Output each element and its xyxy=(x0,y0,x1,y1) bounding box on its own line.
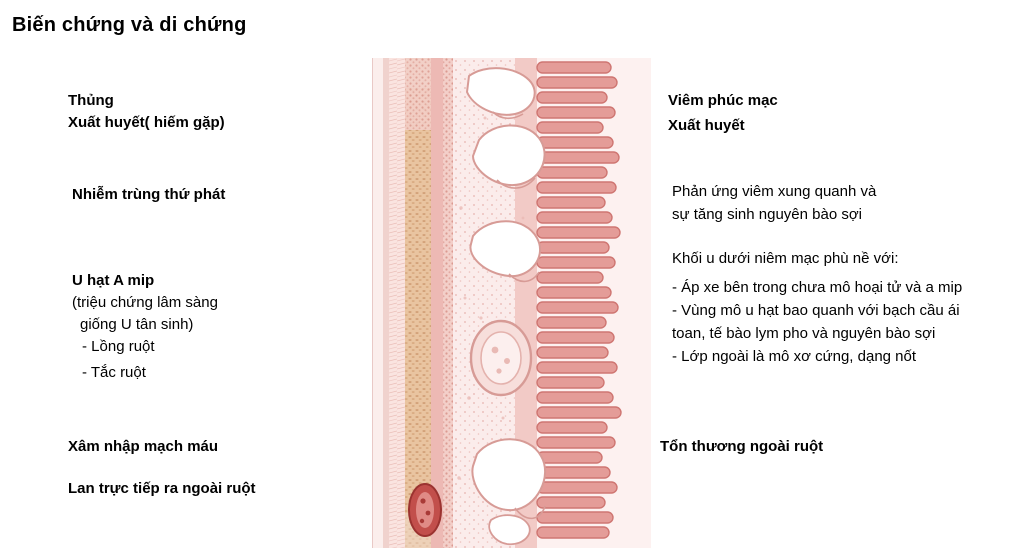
left-item-clinical-symptoms-line2: giống U tân sinh) xyxy=(80,316,194,333)
left-item-perforation: Thủng xyxy=(68,92,114,109)
left-item-vascular-invasion: Xâm nhập mạch máu xyxy=(68,438,219,455)
right-item-peritonitis: Viêm phúc mạc xyxy=(668,92,778,109)
right-item-granulation-tissue-line1: - Vùng mô u hạt bao quanh với bạch cầu ái xyxy=(672,302,960,319)
left-item-amoeboma: U hạt A mip xyxy=(72,272,155,289)
right-item-outer-fibrous-layer: - Lớp ngoài là mô xơ cứng, dạng nốt xyxy=(672,348,917,365)
right-item-abscess: - Áp xe bên trong chưa mô hoại tử và a mip xyxy=(672,279,963,296)
right-item-inflammatory-reaction-line1: Phản ứng viêm xung quanh và xyxy=(672,183,877,200)
left-item-obstruction: - Tắc ruột xyxy=(82,364,146,381)
right-item-inflammatory-reaction-line2: sự tăng sinh nguyên bào sợi xyxy=(672,206,862,223)
right-item-extraintestinal-lesions: Tổn thương ngoài ruột xyxy=(660,438,824,455)
right-item-granulation-tissue-line2: toan, tế bào lym pho và nguyên bào sợi xyxy=(672,325,936,342)
right-item-submucosal-mass: Khối u dưới niêm mạc phù nề với: xyxy=(672,250,899,267)
page-title: Biến chứng và di chứng xyxy=(12,14,247,36)
left-item-direct-spread: Lan trực tiếp ra ngoài ruột xyxy=(68,480,256,497)
right-item-hemorrhage: Xuất huyết xyxy=(668,117,745,134)
left-item-clinical-symptoms-line1: (triệu chứng lâm sàng xyxy=(72,294,218,311)
left-item-hemorrhage: Xuất huyết( hiếm gặp) xyxy=(68,114,225,131)
left-item-intussusception: - Lồng ruột xyxy=(82,338,155,355)
left-item-secondary-infection: Nhiễm trùng thứ phát xyxy=(72,186,226,203)
intestinal-wall-histology-illustration xyxy=(372,58,651,548)
